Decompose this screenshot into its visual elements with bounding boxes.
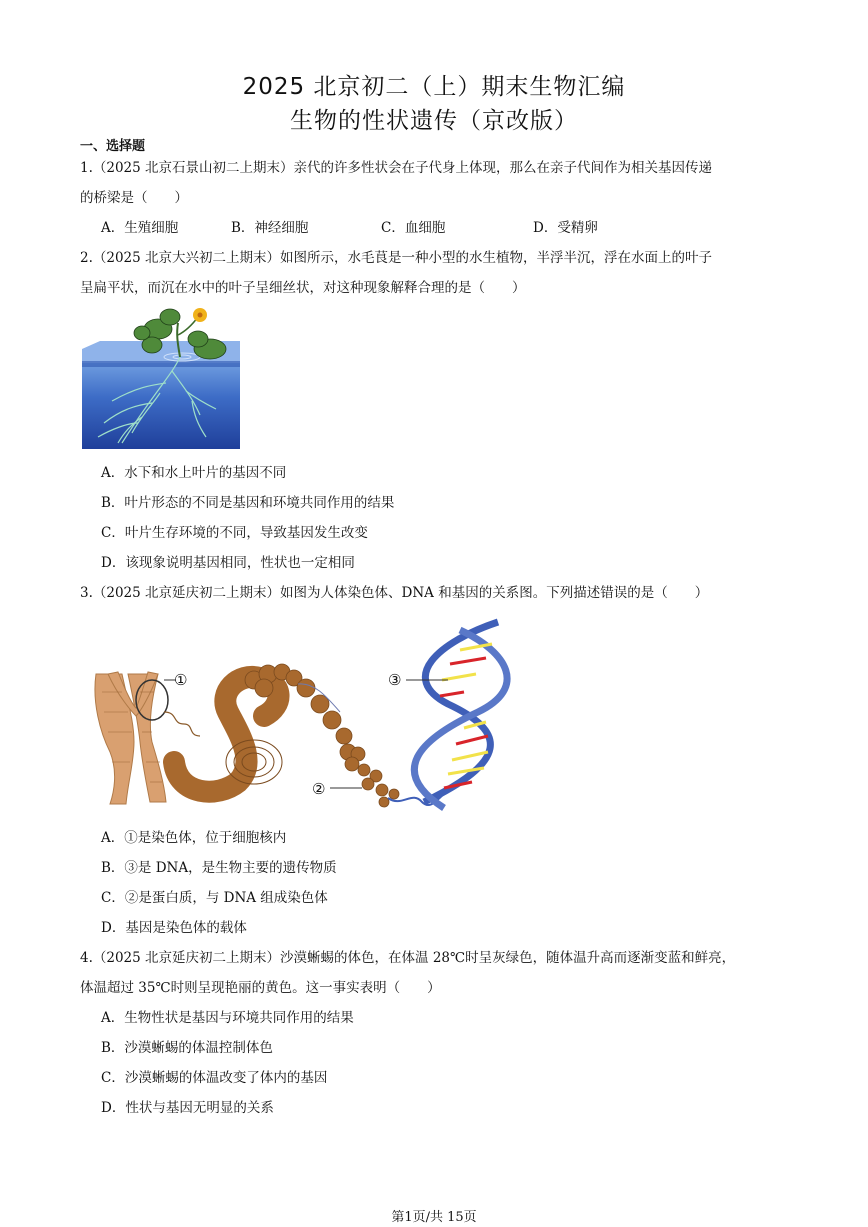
question-4-option-b: B．沙漠蜥蜴的体温控制体色 xyxy=(101,1040,273,1056)
question-1-line-2: 的桥梁是（ ） xyxy=(80,190,188,206)
question-4-option-c: C．沙漠蜥蜴的体温改变了体内的基因 xyxy=(101,1070,328,1086)
dna-double-helix xyxy=(414,622,507,808)
question-1-option-c: C．血细胞 xyxy=(381,220,446,236)
question-2-option-a: A．水下和水上叶片的基因不同 xyxy=(101,465,287,481)
page-footer: 第1页/共 15页 xyxy=(391,1210,477,1225)
chromosome-dna-figure xyxy=(88,612,528,812)
question-2-line-2: 呈扁平状，而沉在水中的叶子呈细丝状，对这种现象解释合理的是（ ） xyxy=(80,280,526,296)
water-body xyxy=(82,363,240,449)
document-title: 2025 北京初二（上）期末生物汇编 xyxy=(242,74,626,100)
figure-label-1: ① xyxy=(174,671,188,689)
question-3-option-d: D．基因是染色体的载体 xyxy=(101,920,247,936)
question-2-option-d: D．该现象说明基因相同，性状也一定相同 xyxy=(101,555,355,571)
figure-label-3: ③ xyxy=(388,671,402,689)
question-1-line-1: 1.（2025 北京石景山初二上期末）亲代的许多性状会在子代身上体现，那么在亲子代间作为相关基因传递 xyxy=(80,160,713,176)
question-4-option-d: D．性状与基因无明显的关系 xyxy=(101,1100,274,1116)
question-3-option-a: A．①是染色体，位于细胞核内 xyxy=(101,830,287,846)
question-3-option-c: C．②是蛋白质，与 DNA 组成染色体 xyxy=(101,890,328,906)
question-3-line-1: 3.（2025 北京延庆初二上期末）如图为人体染色体、DNA 和基因的关系图。下列描述错误的是（ ） xyxy=(80,585,709,601)
water-buttercup-figure xyxy=(82,305,240,449)
question-1-option-b: B．神经细胞 xyxy=(231,220,309,236)
question-2-option-c: C．叶片生存环境的不同，导致基因发生改变 xyxy=(101,525,368,541)
document-subtitle: 生物的性状遗传（京改版） xyxy=(290,108,578,134)
question-2-option-b: B．叶片形态的不同是基因和环境共同作用的结果 xyxy=(101,495,395,511)
question-1-option-a: A．生殖细胞 xyxy=(101,220,179,236)
section-heading: 一、选择题 xyxy=(80,139,146,154)
question-2-line-1: 2.（2025 北京大兴初二上期末）如图所示，水毛茛是一种小型的水生植物，半浮半沉，浮在水面上的叶子 xyxy=(80,250,713,266)
question-4-line-2: 体温超过 35℃时则呈现艳丽的黄色。这一事实表明（ ） xyxy=(80,980,441,996)
figure-label-2: ② xyxy=(312,780,326,798)
question-4-option-a: A．生物性状是基因与环境共同作用的结果 xyxy=(101,1010,354,1026)
question-3-option-b: B．③是 DNA，是生物主要的遗传物质 xyxy=(101,860,337,876)
question-1-option-d: D．受精卵 xyxy=(533,220,598,236)
question-4-line-1: 4.（2025 北京延庆初二上期末）沙漠蜥蜴的体色，在体温 28℃时呈灰绿色，随体温升高而逐渐变蓝和鲜亮， xyxy=(80,950,736,966)
